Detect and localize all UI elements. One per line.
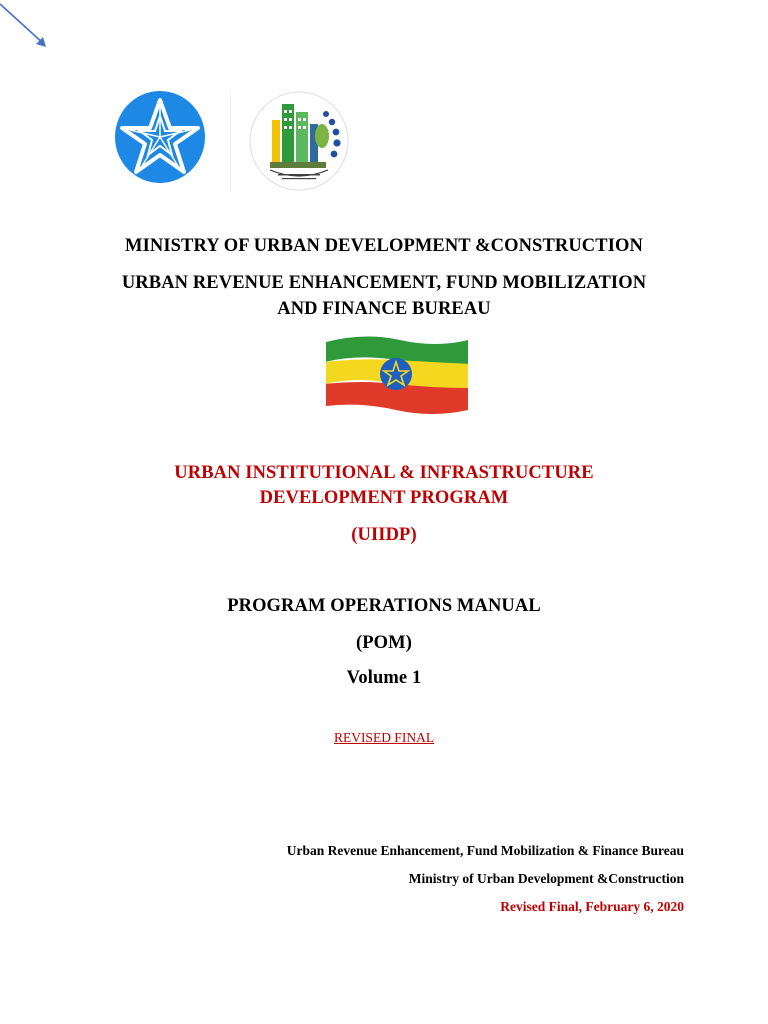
- ministry-title: MINISTRY OF URBAN DEVELOPMENT &CONSTRUCTION: [125, 236, 643, 256]
- bureau-title-line2: AND FINANCE BUREAU: [277, 299, 491, 319]
- manual-title: PROGRAM OPERATIONS MANUAL: [227, 596, 541, 616]
- bureau-title-line1: URBAN REVENUE ENHANCEMENT, FUND MOBILIZATION: [121, 273, 647, 293]
- logo-divider: [230, 92, 231, 192]
- arrow-icon: [0, 0, 60, 60]
- footer-ministry: Ministry of Urban Development &Construction: [408, 871, 684, 886]
- program-abbreviation: (UIIDP): [351, 525, 417, 545]
- ministry-logo: [248, 90, 350, 192]
- revision-status: REVISED FINAL: [333, 730, 435, 745]
- manual-abbreviation: (POM): [356, 633, 412, 653]
- volume-label: Volume 1: [346, 668, 422, 688]
- federal-emblem: [114, 88, 206, 184]
- program-title-line2: DEVELOPMENT PROGRAM: [259, 488, 509, 508]
- ethiopian-flag: [324, 334, 470, 414]
- footer-revision-date: Revised Final, February 6, 2020: [500, 899, 684, 914]
- program-title-line1: URBAN INSTITUTIONAL & INFRASTRUCTURE: [174, 463, 594, 483]
- footer-bureau: Urban Revenue Enhancement, Fund Mobilization & Finance Bureau: [286, 843, 684, 858]
